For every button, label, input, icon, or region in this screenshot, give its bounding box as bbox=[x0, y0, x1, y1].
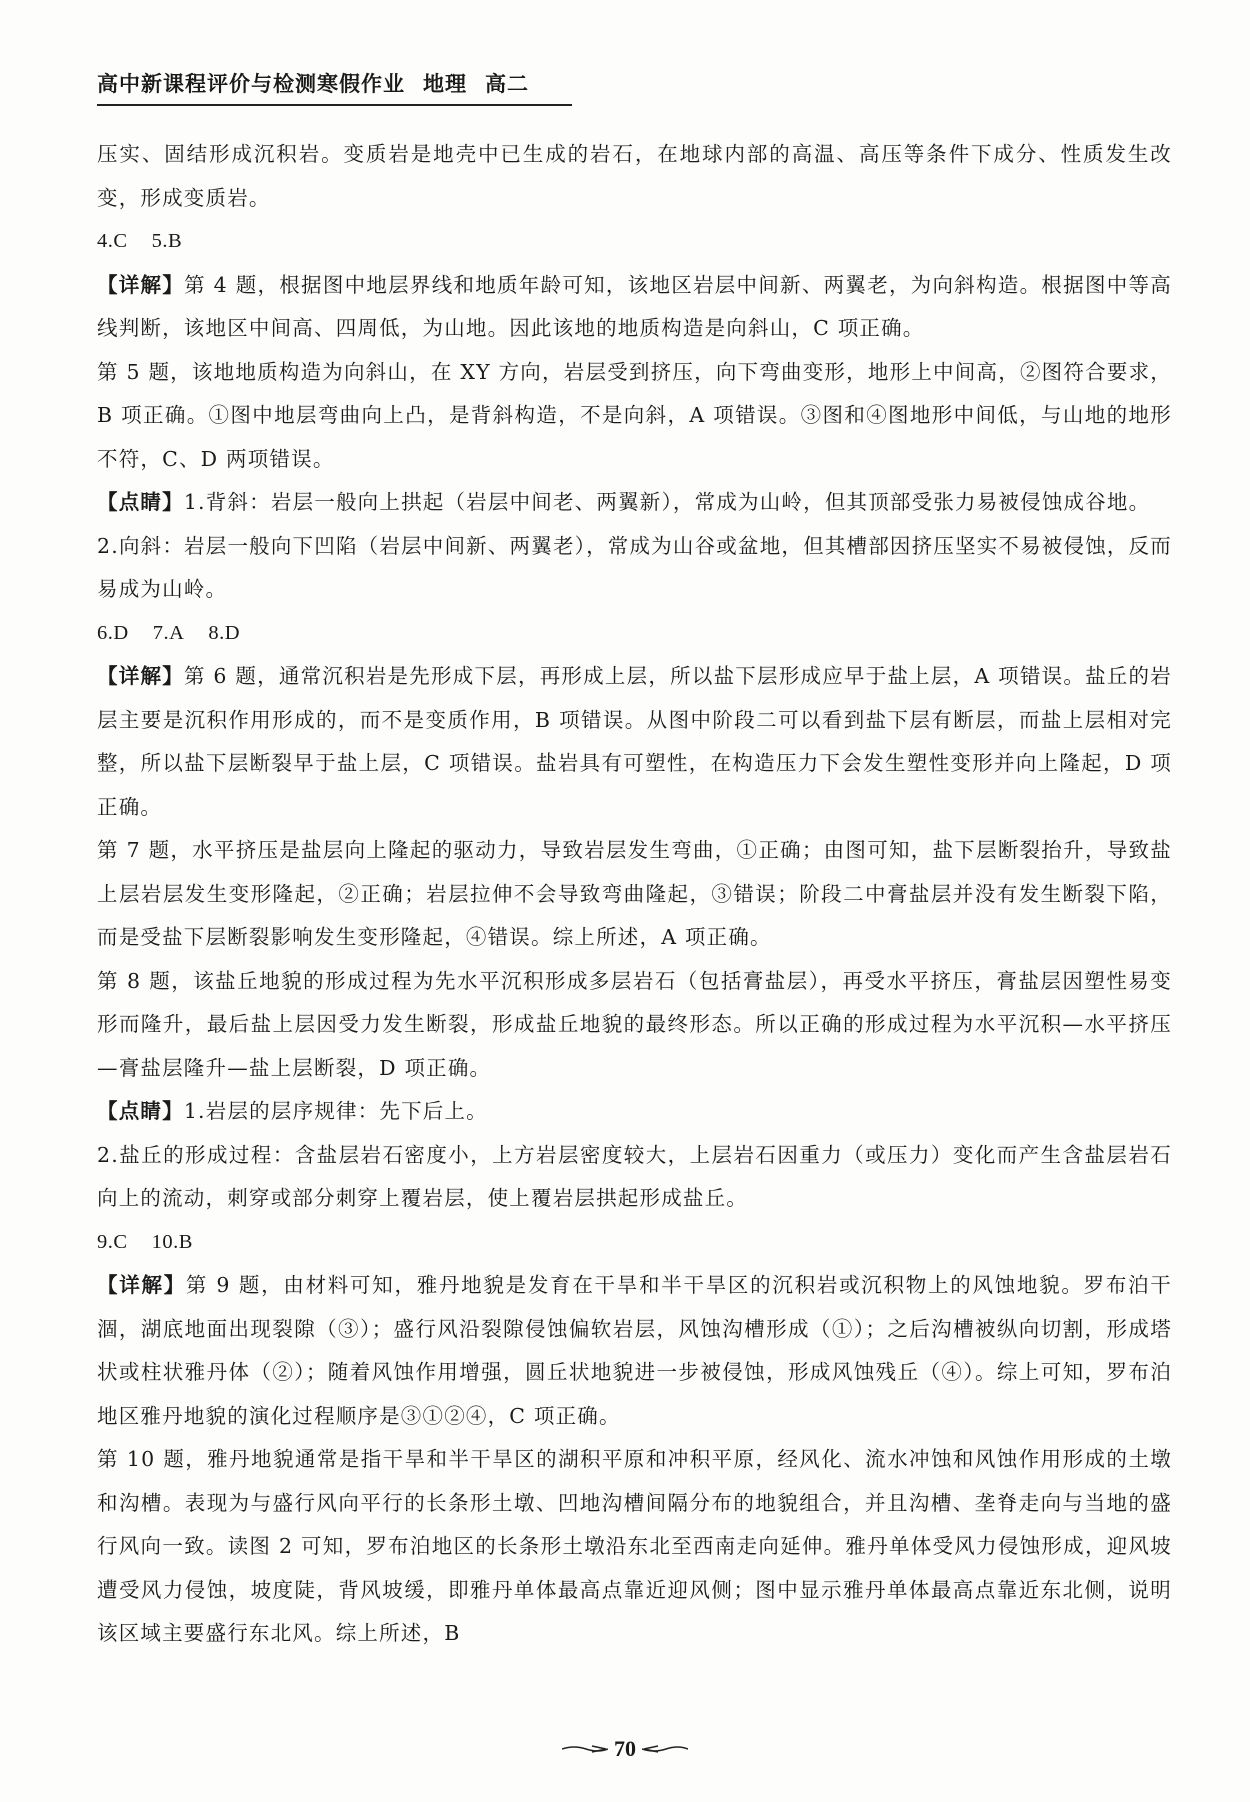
answer-7: 7.A bbox=[152, 621, 185, 644]
paragraph: 压实、固结形成沉积岩。变质岩是地壳中已生成的岩石，在地球内部的高温、高压等条件下成分、性质发生改变，形成变质岩。 bbox=[97, 142, 1172, 210]
answer-4: 4.C bbox=[97, 230, 128, 252]
detail-text: 第 6 题，通常沉积岩是先形成下层，再形成上层，所以盐下层形成应早于盐上层，A 项错误。盐丘的岩层主要是沉积作用形成的，而不是变质作用，B 项错误。从图中阶段二可以看到盐下层有断层，而盐上层相对完整，所以盐下层断裂早于盐上层，C 项错误。盐岩具有可塑性，在构造压力下会发生塑性变形并向上隆起，D 项正确。 bbox=[97, 664, 1172, 819]
grade-label: 高二 bbox=[485, 72, 529, 96]
tip-paragraph bbox=[97, 1090, 1172, 1134]
detail-text: 第 9 题，由材料可知，雅丹地貌是发育在干旱和半干旱区的沉积岩或沉积物上的风蚀地貌。罗布泊干涸，湖底地面出现裂隙（③）；盛行风沿裂隙侵蚀偏软岩层，风蚀沟槽形成（①）；之后沟槽被纵向切割，形成塔状或柱状雅丹体（②）；随着风蚀作用增强，圆丘状地貌进一步被侵蚀，形成风蚀残丘（④）。综上可知，罗布泊地区雅丹地貌的演化过程顺序是③①②④，C 项正确。 bbox=[97, 1273, 1172, 1428]
answer-line-9-10 bbox=[97, 1221, 1172, 1265]
answer-line-6-8 bbox=[97, 612, 1172, 656]
tip-paragraph: 2.盐丘的形成过程：含盐层岩石密度小，上方岩层密度较大，上层岩石因重力（或压力）变化而产生含盐层岩石向上的流动，刺穿或部分刺穿上覆岩层，使上覆岩层拱起形成盐丘。 bbox=[97, 1142, 1172, 1210]
ornament-right-icon bbox=[642, 1744, 688, 1754]
answer-5: 5.B bbox=[151, 230, 183, 252]
detail-tag: 【详解】 bbox=[97, 1273, 186, 1297]
tip-paragraph bbox=[97, 481, 1172, 525]
answer-explanation-body bbox=[97, 133, 1172, 1656]
detail-paragraph bbox=[97, 655, 1172, 829]
tip-text: 1.背斜：岩层一般向上拱起（岩层中间老、两翼新），常成为山岭，但其顶部受张力易被侵蚀成谷地。 bbox=[183, 490, 1151, 514]
detail-paragraph: 第 10 题，雅丹地貌通常是指干旱和半干旱区的湖积平原和冲积平原，经风化、流水冲蚀和风蚀作用形成的土墩和沟槽。表现为与盛行风向平行的长条形土墩、凹地沟槽间隔分布的地貌组合，并且沟槽、垄脊走向与当地的盛行风向一致。读图 2 可知，罗布泊地区的长条形土墩沿东北至西南走向延伸。雅丹单体受风力侵蚀形成，迎风坡遭受风力侵蚀，坡度陡，背风坡缓，即雅丹单体最高点靠近迎风侧；图中显示雅丹单体最高点靠近东北侧，说明该区域主要盛行东北风。综上所述，B bbox=[97, 1447, 1172, 1645]
page-number: 70 bbox=[614, 1735, 636, 1761]
answer-8: 8.D bbox=[208, 621, 241, 644]
tip-paragraph: 2.向斜：岩层一般向下凹陷（岩层中间新、两翼老），常成为山谷或盆地，但其槽部因挤压坚实不易被侵蚀，反而易成为山岭。 bbox=[97, 533, 1173, 601]
answer-line-4-5 bbox=[97, 220, 1172, 264]
tip-text: 1.岩层的层序规律：先下后上。 bbox=[183, 1099, 488, 1123]
tip-tag: 【点睛】 bbox=[97, 1099, 184, 1123]
detail-tag: 【详解】 bbox=[97, 664, 184, 688]
tip-tag: 【点睛】 bbox=[97, 490, 184, 514]
running-header bbox=[97, 68, 572, 106]
detail-paragraph: 第 7 题，水平挤压是盐层向上隆起的驱动力，导致岩层发生弯曲，①正确；由图可知，盐下层断裂抬升，导致盐上层岩层发生变形隆起，②正确；岩层拉伸不会导致弯曲隆起，③错误；阶段二中膏盐层并没有发生断裂下陷，而是受盐下层断裂影响发生变形隆起，④错误。综上所述，A 项正确。 bbox=[97, 838, 1172, 949]
detail-paragraph bbox=[97, 264, 1172, 351]
ornament-left-icon bbox=[562, 1744, 608, 1754]
answer-9: 9.C bbox=[97, 1230, 128, 1253]
series-title: 高中新课程评价与检测寒假作业 bbox=[97, 72, 405, 96]
detail-text: 第 4 题，根据图中地层界线和地质年龄可知，该地区岩层中间新、两翼老，为向斜构造。根据图中等高线判断，该地区中间高、四周低，为山地。因此该地的地质构造是向斜山，C 项正确。 bbox=[97, 272, 1172, 340]
detail-paragraph: 第 8 题，该盐丘地貌的形成过程为先水平沉积形成多层岩石（包括膏盐层），再受水平挤压，膏盐层因塑性易变形而隆升，最后盐上层因受力发生断裂，形成盐丘地貌的最终形态。所以正确的形成过程为水平沉积—水平挤压—膏盐层隆升—盐上层断裂，D 项正确。 bbox=[97, 968, 1172, 1080]
detail-paragraph bbox=[97, 1264, 1172, 1438]
detail-paragraph: 第 5 题，该地地质构造为向斜山，在 XY 方向，岩层受到挤压，向下弯曲变形，地形上中间高，②图符合要求，B 项正确。①图中地层弯曲向上凸，是背斜构造，不是向斜，A 项错误。③图和④图地形中间低，与山地的地形不符，C、D 两项错误。 bbox=[97, 359, 1172, 471]
answer-10: 10.B bbox=[151, 1230, 193, 1253]
answer-6: 6.D bbox=[97, 621, 129, 644]
subject-label: 地理 bbox=[423, 72, 467, 96]
detail-tag: 【详解】 bbox=[97, 272, 185, 297]
page-footer bbox=[0, 1734, 1250, 1762]
